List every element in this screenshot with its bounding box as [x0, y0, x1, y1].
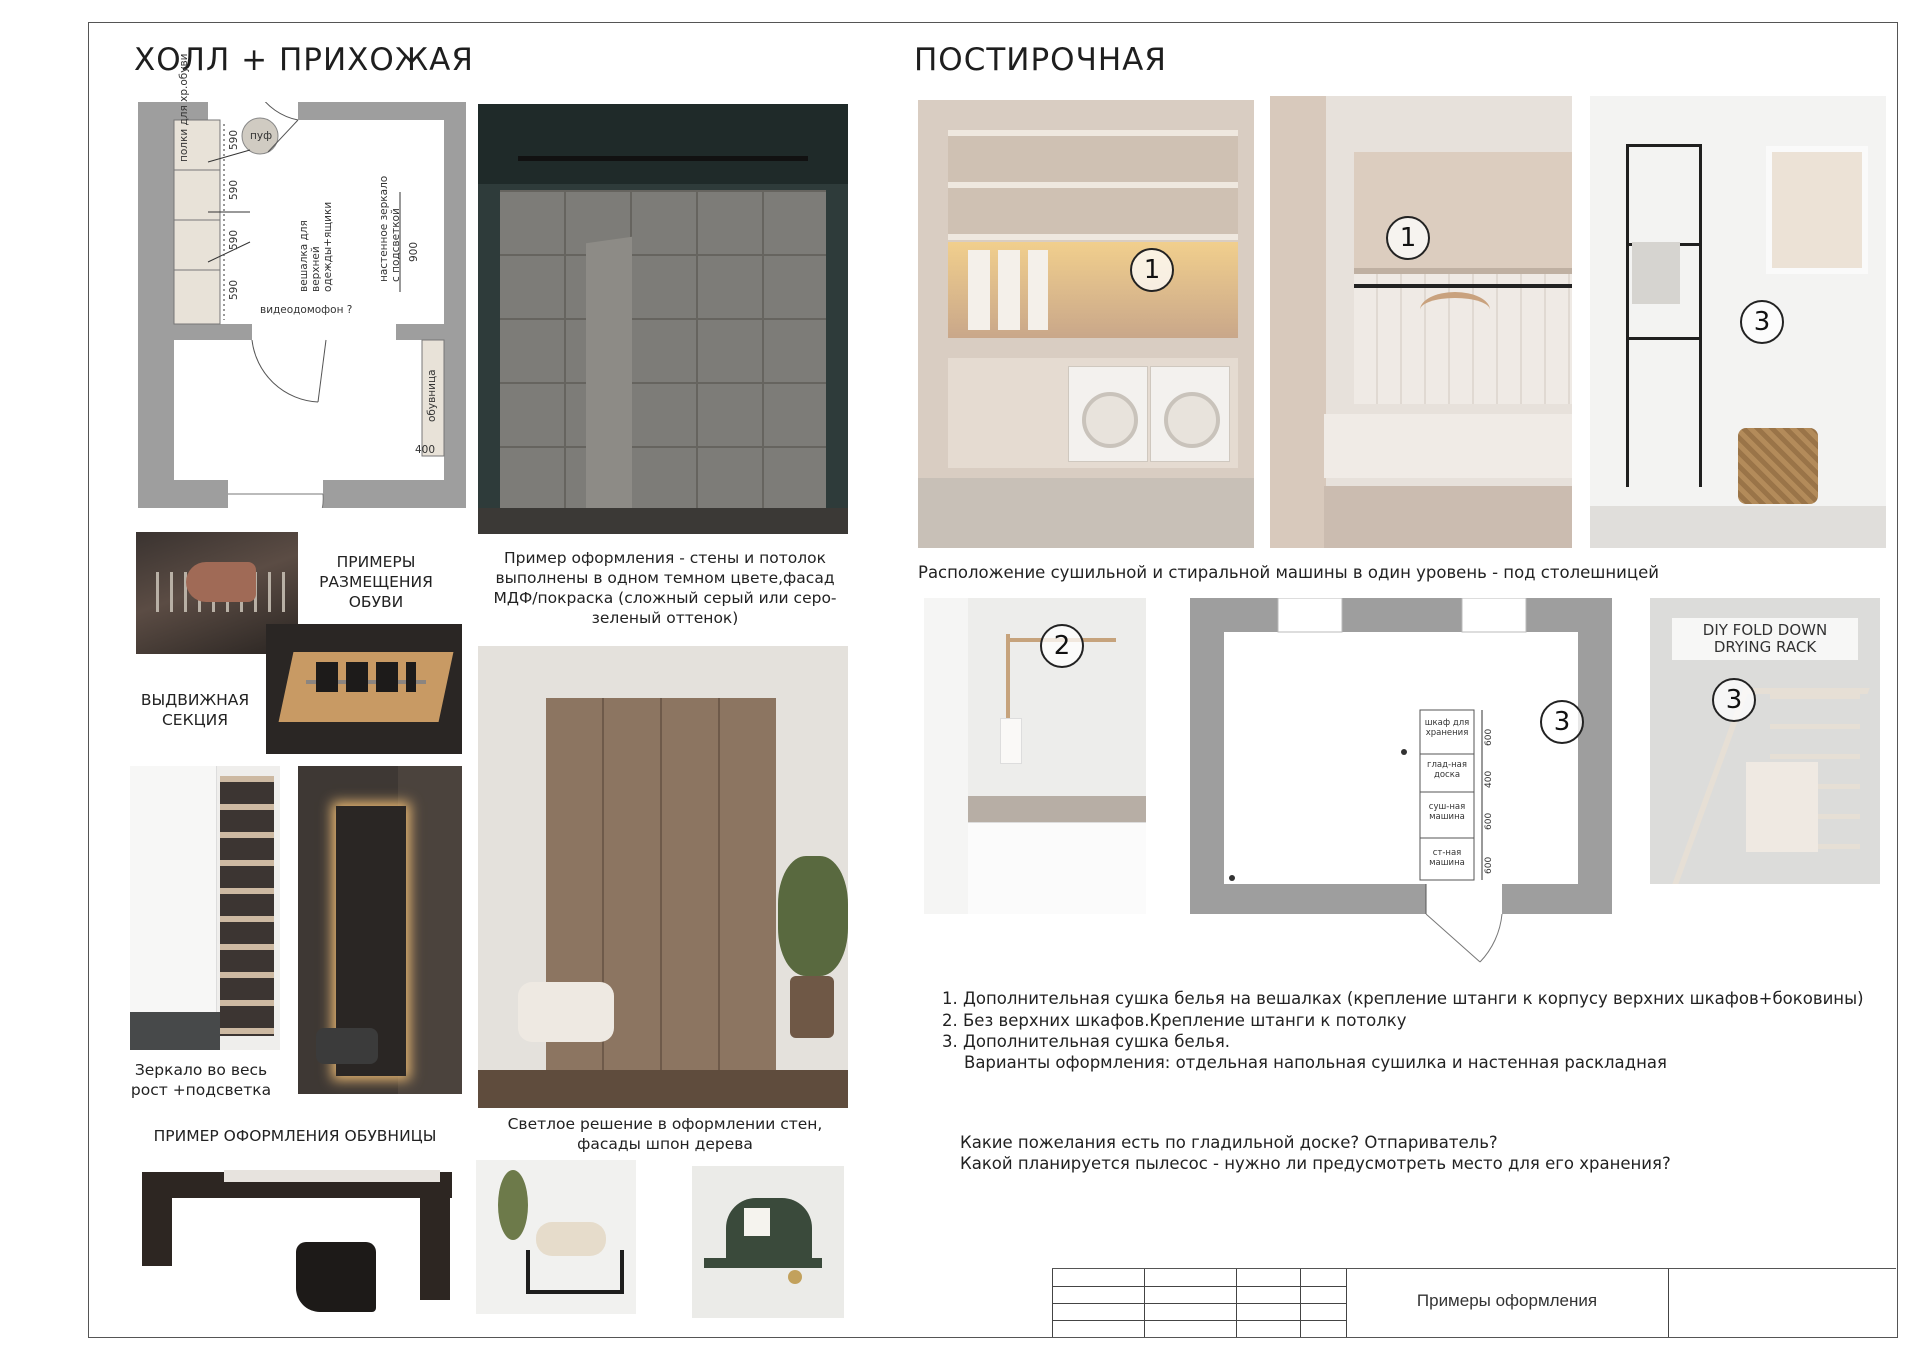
laundry-cell-label-4: ст-ная машина: [1429, 848, 1465, 868]
laundry-cell-dim-1: 600: [1484, 728, 1494, 746]
laundry-cell-label-3: суш-ная машина: [1428, 802, 1466, 822]
note-card: [744, 1208, 770, 1236]
chelsea-boots: [296, 1242, 376, 1312]
photo-bench: [136, 1160, 454, 1324]
hanging-rail: [1354, 284, 1572, 288]
plant-sprig: [498, 1170, 528, 1240]
marker-1a: 1: [1130, 248, 1174, 292]
marker-3b: 3: [1540, 700, 1584, 744]
question-ironing: Какие пожелания есть по гладильной доске? Отпариватель?: [960, 1133, 1498, 1152]
floor-dark: [130, 1012, 220, 1050]
plan-dim-590-2: 590: [228, 179, 240, 200]
ceiling-track-light: [518, 156, 808, 161]
photo-wall-shelf: [692, 1166, 844, 1318]
plan-label-shelves: полки для хр.обуви: [178, 53, 190, 162]
keys: [788, 1270, 802, 1284]
caption-mirror: Зеркало во весь рост +подсветка: [130, 1061, 272, 1099]
photo-laundry-3: [1590, 96, 1886, 548]
bench-leg-left: [142, 1196, 172, 1266]
plan-label-intercom: видеодомофон ?: [260, 304, 353, 316]
stamp-line-h1: [1052, 1286, 1346, 1287]
marker-1b: 1: [1386, 216, 1430, 260]
robes: [968, 250, 1048, 330]
photo-laundry-1: [918, 100, 1254, 548]
sneakers: [536, 1222, 606, 1256]
photo-shoe-cabinet-white: [130, 766, 280, 1050]
plan-label-mirror: настенное зеркало с подсветкой: [378, 175, 402, 282]
photo-dark-wardrobe: [478, 104, 848, 534]
laundry-cell-label-2: глад-ная доска: [1427, 760, 1467, 780]
caption-shoe-examples: ПРИМЕРЫ РАЗМЕЩЕНИЯ ОБУВИ: [319, 553, 433, 611]
white-cabinets: [968, 822, 1146, 914]
note-2: 2. Без верхних шкафов.Крепление штанги к потолку: [942, 1011, 1407, 1030]
washer-door: [1082, 392, 1138, 448]
plan-dim-590-1: 590: [228, 129, 240, 150]
top-shelves: [948, 130, 1238, 240]
plan-label-hanger: вешалка для верхней одежды+ящики: [298, 201, 334, 292]
terrazzo-floor: [918, 478, 1254, 548]
stone-counter: [968, 796, 1146, 822]
plan-label-pouf: пуф: [250, 130, 273, 142]
plan-dim-shoe-cabinet: 400: [415, 444, 436, 456]
note-3: 3. Дополнительная сушка белья.: [942, 1032, 1231, 1051]
countertop: [1324, 414, 1572, 478]
photo-light-wood: [478, 646, 848, 1108]
plant: [778, 856, 848, 976]
hanging-towel: [1632, 242, 1680, 304]
hanging-shirt: [1000, 718, 1022, 764]
photo-shoe-drawer-2: [266, 624, 462, 754]
line-art: [1766, 146, 1868, 274]
plan-dim-mirror: 900: [408, 241, 420, 262]
caption-light-design: Светлое решение в оформлении стен, фасады шпон дерева: [507, 1115, 823, 1153]
caption-drawer: ВЫДВИЖНАЯ СЕКЦИЯ: [140, 691, 250, 729]
caption-shoe-cabinet-example: ПРИМЕР ОФОРМЛЕНИЯ ОБУВНИЦЫ: [153, 1127, 437, 1145]
marker-2: 2: [1040, 624, 1084, 668]
note-3-options: Варианты оформления: отдельная напольная сушилка и настенная раскладная: [964, 1053, 1667, 1072]
question-vacuum: Какой планируется пылесос - нужно ли предусмотреть место для его хранения?: [960, 1154, 1671, 1173]
plan-dim-590-4: 590: [228, 279, 240, 300]
caption-dark-design: Пример оформления - стены и потолок выполнены в одном темном цвете,фасад МДФ/покраска (сложный серый или серо-зеленый оттенок): [493, 549, 837, 627]
dryer-door: [1164, 392, 1220, 448]
photo-ceiling-rod: [924, 598, 1146, 914]
shoe-shelves-open: [220, 776, 274, 1036]
metal-rack: [526, 1250, 624, 1294]
dark-ceiling: [478, 104, 848, 184]
laundry-cell-dim-4: 600: [1484, 856, 1494, 874]
wardrobe-panels: [500, 190, 826, 516]
shoes-in-drawer: [316, 662, 416, 692]
bench-boucle: [518, 982, 614, 1042]
bench-leg-right: [420, 1196, 450, 1300]
upper-cabinets: [1354, 152, 1572, 274]
photo-laundry-2: [1270, 96, 1572, 548]
laundry-cell-dim-2: 400: [1484, 770, 1494, 788]
marble-floor: [1590, 506, 1886, 548]
dark-floor: [478, 508, 848, 534]
herringbone-floor: [478, 1070, 848, 1108]
photo-shoe-rack: [476, 1160, 636, 1314]
plant-pot: [790, 976, 834, 1038]
note-1: 1. Дополнительная сушка белья на вешалках (крепление штанги к корпусу верхних шкафов+боковины): [942, 989, 1864, 1008]
laundry-plan-drawing: [1190, 598, 1612, 964]
laundry-cell-label-1: шкаф для хранения: [1424, 718, 1470, 738]
rack-label: DIY FOLD DOWN DRYING RACK: [1702, 621, 1828, 656]
title-block: [1052, 1268, 1896, 1337]
photo-drying-rack: [1650, 598, 1880, 884]
marker-3a: 3: [1740, 300, 1784, 344]
section-title-hall: ХОЛЛ + ПРИХОЖАЯ: [134, 42, 474, 78]
marker-3c: 3: [1712, 678, 1756, 722]
shoes-pair: [186, 562, 256, 602]
lower-drawer: [1324, 486, 1572, 548]
stamp-line-v6: [1668, 1269, 1669, 1337]
bench-cushion: [224, 1170, 440, 1182]
wood-hangers: [1420, 292, 1490, 328]
caption-machines: Расположение сушильной и стиральной машины в один уровень - под столешницей: [918, 563, 1660, 582]
laundry-floor-plan: [1190, 598, 1612, 964]
stamp-line-h3: [1052, 1320, 1346, 1321]
rack-towel: [1746, 762, 1818, 852]
tray-shelf: [704, 1258, 822, 1268]
stamp-sheet-title: Примеры оформления: [1416, 1291, 1598, 1310]
laundry-cell-dim-3: 600: [1484, 812, 1494, 830]
section-title-laundry: ПОСТИРОЧНАЯ: [914, 42, 1167, 78]
photo-mirror-backlit: [298, 766, 462, 1094]
plan-label-shoe-cabinet: обувница: [426, 369, 438, 422]
ottoman: [316, 1028, 378, 1064]
left-tall-cabinet: [1270, 96, 1326, 548]
white-wardrobe: [130, 766, 217, 1050]
open-door-panel: [586, 237, 632, 523]
wall-panel-right: [398, 766, 462, 1094]
ladder-rack: [1626, 144, 1702, 487]
stamp-line-h2: [1052, 1303, 1346, 1304]
wicker-basket: [1738, 428, 1818, 504]
plan-dim-590-3: 590: [228, 229, 240, 250]
